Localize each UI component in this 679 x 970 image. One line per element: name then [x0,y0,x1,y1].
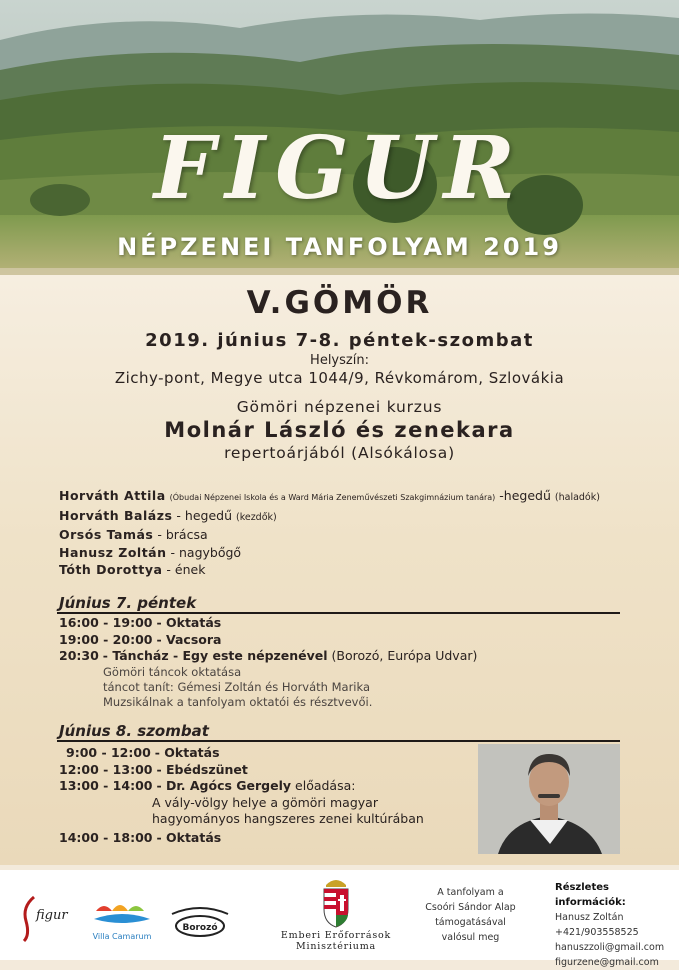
teacher-row [59,544,669,562]
support-line: támogatásával [435,917,506,928]
borozo-mark [168,900,233,944]
day2-schedule [59,745,479,846]
schedule-time: 20:30 [59,648,99,663]
schedule-event: - Oktatás [156,615,222,630]
schedule-extra: előadása: [295,778,356,793]
teacher-row [59,561,669,579]
teacher-instrument: - ének [166,562,206,577]
lecture-title: hagyományos hangszeres zenei kultúrában [152,811,424,826]
venue-label: Helyszín: [310,353,369,368]
ministry-line: Minisztériuma [295,941,376,952]
schedule-event: - Táncház - Egy este népzenével [102,648,328,663]
lecture-title: A vály-völgy helye a gömöri magyar [152,794,378,810]
villa-camarum-text: Villa Camarum [92,932,152,941]
schedule-note: Muzsikálnak a tanfolyam oktatói és résztvevői. [103,694,373,709]
teacher-instrument: - nagybőgő [170,544,242,560]
schedule-item [59,632,479,649]
borozo-logo [168,900,233,944]
schedule-item [59,615,479,632]
support-note [408,885,533,945]
ministry-name [271,930,401,952]
schedule-event: - Oktatás [154,745,220,760]
schedule-item [59,778,479,795]
teachers-list [59,487,669,579]
schedule-event: - Vacsora [156,631,222,647]
figur-logo-mark [14,893,68,943]
schedule-event: - Oktatás [156,829,222,845]
day1-schedule [59,615,479,710]
schedule-time: 12:00 - 13:00 [59,761,153,777]
contact-heading: Részletes információk: [555,882,626,908]
day1-heading: Június 7. péntek [59,594,197,612]
teacher-row [59,507,669,527]
edition-title: V.GÖMÖR [246,285,433,321]
schedule-item [59,745,479,762]
support-line: valósul meg [441,932,500,943]
teacher-level: (kezdők) [235,511,277,523]
event-date: 2019. június 7-8. péntek-szombat [145,330,534,351]
venue-address: Zichy-pont, Megye utca 1044/9, Révkomárom, Szlovákia [114,369,565,387]
teacher-name: Hanusz Zoltán [59,544,167,560]
course-name: Gömöri népzenei kurzus [236,398,443,416]
schedule-event: - Ebédszünet [156,761,248,777]
schedule-time: 14:00 - 18:00 [59,829,153,845]
schedule-note: Gömöri táncok oktatása [103,664,242,679]
teacher-row [59,526,669,544]
contact-phone[interactable]: +421/903558525 [555,927,639,938]
schedule-time: 13:00 - 14:00 [59,778,153,793]
day2-divider [57,740,620,742]
day1-divider [57,612,620,614]
schedule-item [59,648,479,665]
villa-camarum-logo [90,893,155,945]
band-name: Molnár László és zenekara [164,418,515,442]
contact-email[interactable]: hanuszzoli@gmail.com [555,942,665,953]
schedule-note: táncot tanít: Gémesi Zoltán és Horváth Marika [103,679,370,694]
borozo-text: Borozó [182,923,218,933]
teacher-instrument: -hegedű [499,488,551,503]
lecturer-photo [478,744,620,854]
schedule-event: - Dr. Agócs Gergely [156,778,292,793]
contact-name: Hanusz Zoltán [555,912,624,923]
ministry-line: Emberi Erőforrások [280,930,392,941]
schedule-item [59,830,479,847]
teacher-name: Horváth Balázs [59,507,173,523]
schedule-extra: (Borozó, Európa Udvar) [331,648,478,663]
contact-info [555,880,675,970]
course-subtitle: NÉPZENEI TANFOLYAM 2019 [117,233,562,261]
schedule-item [59,762,479,779]
repertoire-line: repertoárjából (Alsókálosa) [224,444,455,462]
day2-heading: Június 8. szombat [59,722,209,740]
brand-title: FIGUR [153,118,526,219]
support-line: Csoóri Sándor Alap [425,902,516,913]
schedule-time: 9:00 - 12:00 [66,745,151,760]
contact-email[interactable]: figurzene@gmail.com [555,957,659,968]
teacher-level: (haladók) [554,492,600,503]
villa-camarum-mark [90,893,155,945]
figur-logo [14,893,68,943]
schedule-time: 16:00 - 19:00 [59,615,153,630]
lecturer-portrait [478,744,620,854]
hungarian-crest-icon [318,873,354,929]
teacher-note: (Óbudai Népzenei Iskola és a Ward Mária Zeneművészeti Szakgimnázium tanára) [169,493,496,502]
ministry-crest [318,873,354,929]
teacher-instrument: - brácsa [157,527,208,542]
teacher-instrument: - hegedű [176,507,232,523]
teacher-name: Orsós Tamás [59,527,154,542]
support-line: A tanfolyam a [437,887,504,898]
teacher-name: Horváth Attila [59,488,166,503]
teacher-name: Tóth Dorottya [59,562,163,577]
figur-logo-text: figur [36,908,68,923]
schedule-time: 19:00 - 20:00 [59,631,153,647]
teacher-row [59,487,669,507]
